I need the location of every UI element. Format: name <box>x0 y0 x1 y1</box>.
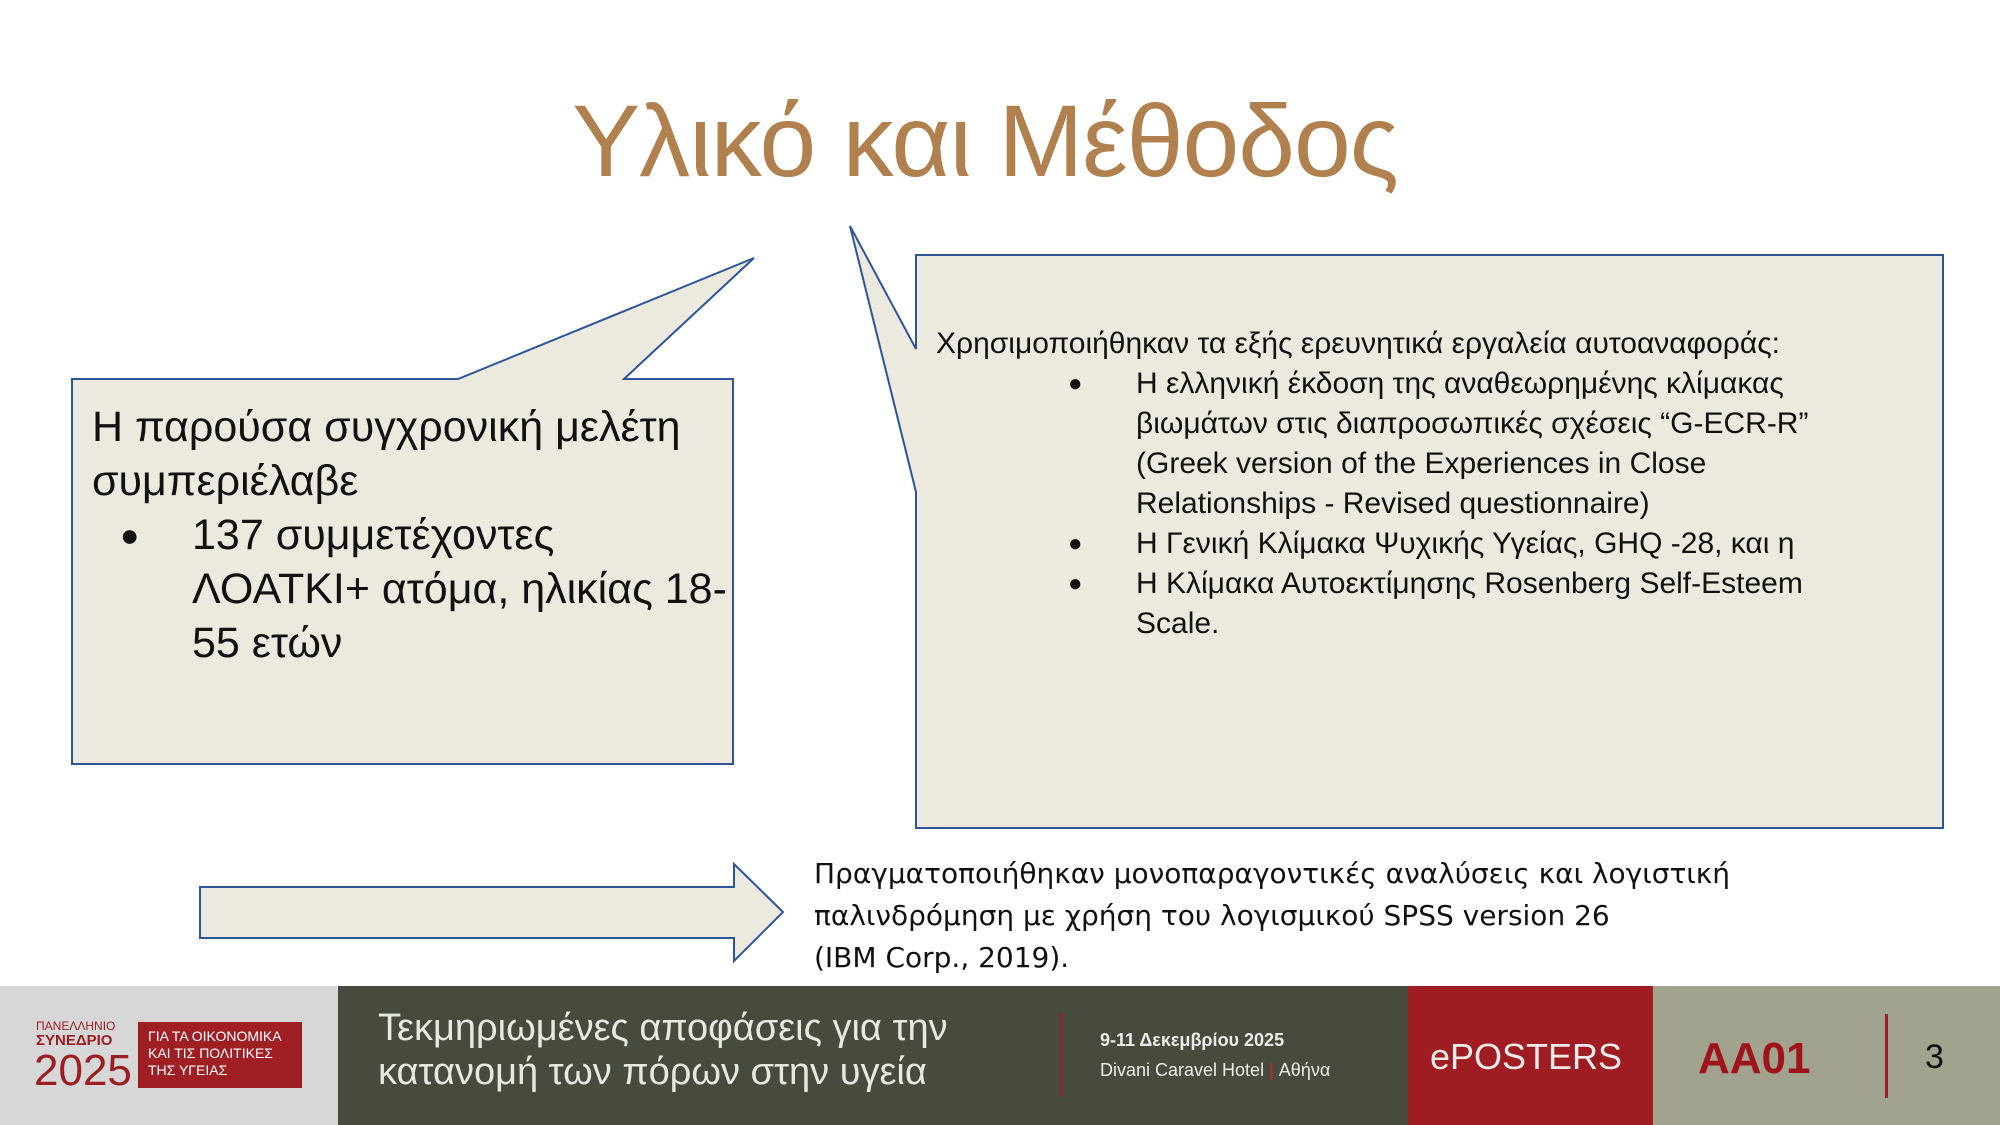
footer-bar <box>0 986 2000 1125</box>
page-number: 3 <box>1925 1038 1944 1076</box>
right-arrow-shape <box>200 864 783 961</box>
eposters-label-section <box>1408 986 1653 1125</box>
left-bullet-list <box>92 508 732 670</box>
logo-subtitle: ΓΙΑ ΤΑ ΟΙΚΟΝΟΜΙΚΑ ΚΑΙ ΤΙΣ ΠΟΛΙΤΙΚΕΣ ΤΗΣ ΥΓΕΙΑΣ <box>138 1022 302 1088</box>
poster-code-section <box>1653 986 2000 1125</box>
left-callout-text <box>92 400 732 670</box>
footer-topic-section <box>338 986 1408 1125</box>
right-bullet: ● Η Κλίμακα Αυτοεκτίμησης Rosenberg Self-Esteem Scale. <box>936 564 1876 644</box>
eposters-label: ePOSTERS <box>1430 1036 1623 1077</box>
conference-topic: Τεκμηριωμένες αποφάσεις για την κατανομή των πόρων στην υγεία <box>378 1007 948 1093</box>
venue-city: Αθήνα <box>1278 1060 1331 1080</box>
slide-title: Υλικό και Μέθοδος <box>572 84 1398 198</box>
right-callout-text <box>936 324 1876 644</box>
conference-logo <box>0 986 338 1125</box>
venue-separator: | <box>1269 1060 1274 1080</box>
analysis-line: (IBM Corp., 2019). <box>814 941 1070 974</box>
left-bullet: ● 137 συμμετέχοντες ΛΟΑΤΚΙ+ ατόμα, ηλικίας 18-55 ετών <box>92 508 732 670</box>
footer-divider <box>1060 1013 1062 1097</box>
venue-name: Divani Caravel Hotel <box>1100 1060 1265 1080</box>
right-bullet: ● Η ελληνική έκδοση της αναθεωρημένης κλίμακας βιωμάτων στις διαπροσωπικές σχέσεις “G-ECR-R” (Greek version of the Experiences in Close Relationships - Revised questionnaire) <box>936 364 1876 524</box>
left-intro: Η παρούσα συγχρονική μελέτη συμπεριέλαβε <box>92 403 681 505</box>
code-divider <box>1885 1014 1888 1098</box>
logo-line1: ΠΑΝΕΛΛΗΝΙΟ <box>36 1019 116 1033</box>
right-intro: Χρησιμοποιήθηκαν τα εξής ερευνητικά εργαλεία αυτοαναφοράς: <box>936 327 1780 360</box>
conference-date: 9-11 Δεκεμβρίου 2025 <box>1100 1030 1285 1050</box>
conference-venue <box>1100 1060 1330 1081</box>
analysis-text <box>814 853 1814 979</box>
logo-year: 2025 <box>34 1046 132 1095</box>
analysis-line: Πραγματοποιήθηκαν μονοπαραγοντικές αναλύσεις και λογιστική <box>814 857 1731 890</box>
analysis-line: παλινδρόμηση με χρήση του λογισμικού SPSS version 26 <box>814 899 1610 932</box>
poster-code: AA01 <box>1698 1034 1811 1083</box>
right-bullet-list <box>936 364 1876 644</box>
right-bullet: ● Η Γενική Κλίμακα Ψυχικής Υγείας, GHQ -28, και η <box>936 524 1876 564</box>
logo-line2: ΣΥΝΕΔΡΙΟ <box>36 1032 113 1049</box>
